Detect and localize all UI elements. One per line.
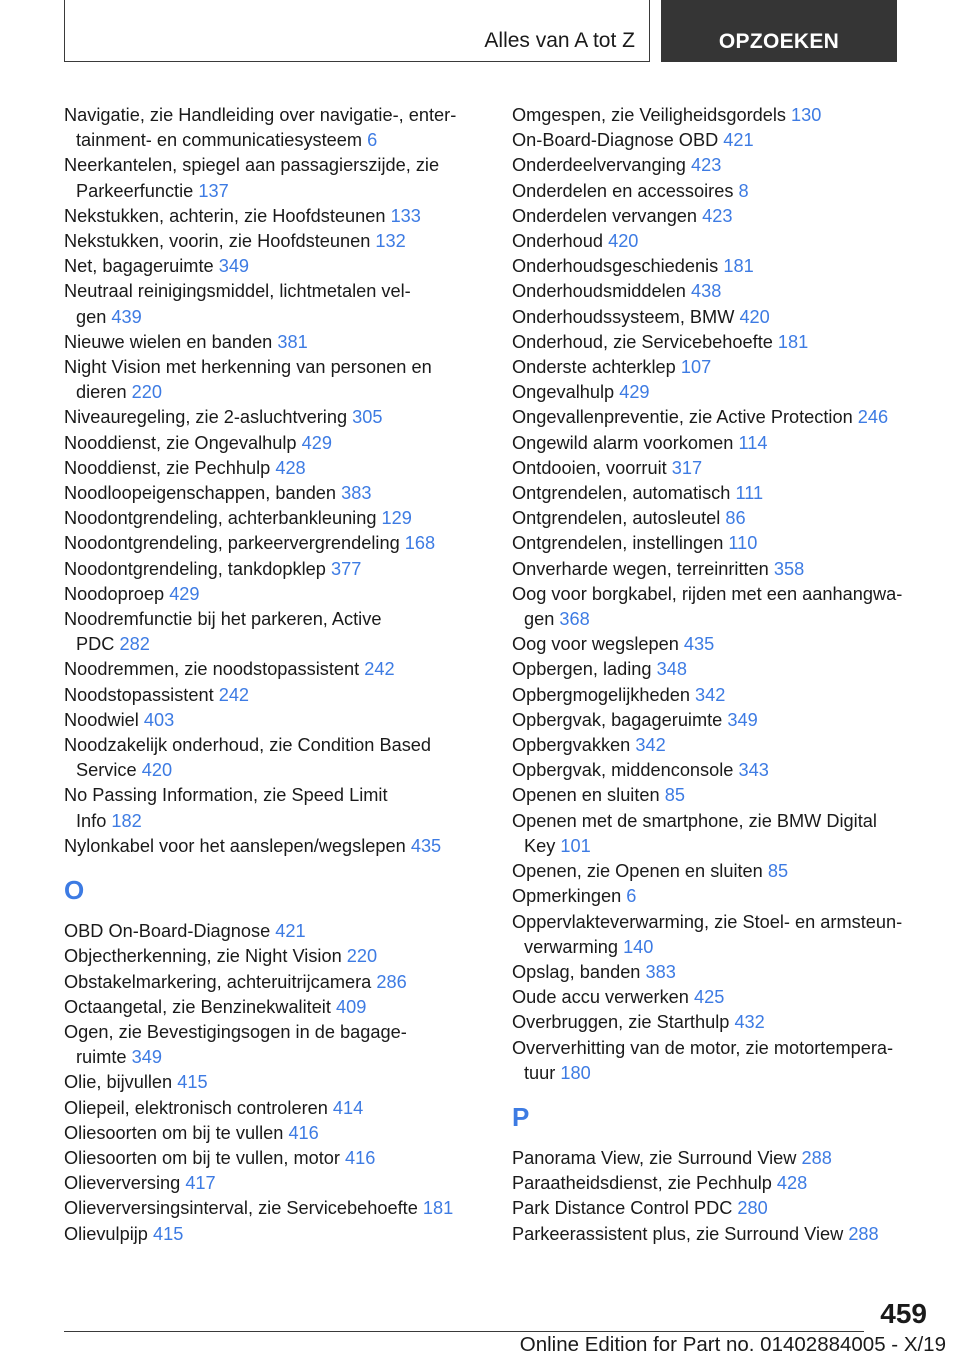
index-entry-text: Onderhoudsmiddelen [512,281,686,302]
index-entry [64,1222,492,1247]
index-entry [64,582,492,607]
index-entry-text: Onderdelen en accessoires [512,180,734,201]
page-reference-link[interactable]: 220 [131,382,162,403]
index-entry-text: Onderhoudssysteem, BMW [512,306,735,327]
index-entry [64,481,492,506]
index-entry-text: Onderdelen vervangen [512,205,698,226]
index-entry [64,506,492,531]
index-entry [64,355,492,405]
index-entry [512,783,932,808]
index-entry [64,1171,492,1196]
index-entry-text: Key [524,835,556,856]
index-entry-text: Opbergen, lading [512,659,652,680]
index-entry-text: Opmerkingen [512,886,622,907]
index-entry-text: Oppervlakteverwarming, zie Stoel- en armsteun‐ [512,911,903,932]
index-entry-text: Paraatheidsdienst, zie Pechhulp [512,1173,772,1194]
index-entry-text: Opbergvakken [512,735,631,756]
page-reference-link[interactable]: 416 [288,1122,319,1143]
index-entry [64,1121,492,1146]
page-reference-link[interactable]: 428 [776,1173,808,1194]
index-entry [512,153,932,178]
index-entry-text: Noodzakelijk onderhoud, zie Condition Based [64,735,432,756]
index-entry-text: No Passing Information, zie Speed Limit [64,785,388,806]
page-reference-link[interactable]: 415 [177,1072,208,1093]
index-entry-text: Objectherkenning, zie Night Vision [64,946,342,967]
page-reference-link[interactable]: 130 [791,105,822,125]
section-label: OPZOEKEN [718,30,840,53]
index-entry-text: Oude accu verwerken [512,987,689,1008]
index-entry [512,632,932,657]
page-reference-link[interactable]: 133 [390,205,421,226]
index-entry-text: Obstakelmarkering, achteruitrijcamera [64,971,372,992]
page-reference-link[interactable]: 129 [381,508,412,529]
page-reference-link[interactable]: 414 [332,1097,364,1118]
page-reference-link[interactable]: 429 [301,432,332,453]
header-title-tab [64,0,650,62]
index-entry [512,859,932,884]
index-entry [512,1222,932,1247]
index-entry-text: ruimte [76,1047,127,1068]
index-entry-text: Opbergmogelijkheden [512,684,690,705]
page-reference-link[interactable]: 282 [119,634,150,655]
index-entry-text: On-Board-Diagnose OBD [512,130,719,151]
index-entry [512,985,932,1010]
index-entry-text: Neerkantelen, spiegel aan passagierszijde, zie [64,155,440,176]
index-entry [512,254,932,279]
page-reference-link[interactable]: 343 [738,760,769,781]
page-reference-link[interactable]: 242 [218,684,250,705]
index-entry-text: Ontgrendelen, autosleutel [512,508,721,529]
page-reference-link[interactable]: 107 [680,357,712,378]
page-reference-link[interactable]: 305 [352,407,383,428]
index-entry [512,1171,932,1196]
index-entry [64,970,492,995]
page-reference-link[interactable]: 220 [346,946,378,967]
index-entry-text: Park Distance Control PDC [512,1198,733,1219]
header-title: Alles van A tot Z [484,29,635,52]
index-entry-text: Panorama View, zie Surround View [512,1147,797,1168]
index-entry-text: Noodontgrendeling, tankdopklep [64,558,326,579]
index-entry [64,103,492,153]
index-entry [512,305,932,330]
page-reference-link[interactable]: 137 [198,180,229,201]
index-entry [64,531,492,556]
page-reference-link[interactable]: 417 [185,1173,216,1194]
page-reference-link[interactable]: 368 [559,609,590,630]
index-entry [64,1196,492,1221]
index-entry [512,910,932,960]
index-entry [64,1070,492,1095]
index-entry [64,1020,492,1070]
index-entry-text: Onderdeelvervanging [512,155,686,176]
index-entry [512,1196,932,1221]
page-reference-link[interactable]: 114 [738,432,768,453]
page-reference-link[interactable]: 317 [671,457,703,478]
page-reference-link[interactable]: 358 [773,558,805,579]
index-entry [64,919,492,944]
page-reference-link[interactable]: 6 [626,886,637,907]
page-reference-link[interactable]: 288 [848,1223,879,1244]
page-reference-link[interactable]: 168 [404,533,436,554]
page-reference-link[interactable]: 288 [801,1147,832,1168]
index-entry-text: Info [76,810,107,831]
index-entry-text: Night Vision met herkenning van personen en [64,357,432,378]
index-entry-text: Net, bagageruimte [64,256,214,277]
page-reference-link[interactable]: 409 [335,996,367,1017]
index-entry-text: Openen, zie Openen en sluiten [512,861,763,882]
page-reference-link[interactable]: 420 [141,760,173,781]
index-entry [64,431,492,456]
index-entry-text: Opslag, banden [512,961,641,982]
index-entry [512,557,932,582]
index-entry [64,995,492,1020]
page-reference-link[interactable]: 416 [345,1147,376,1168]
index-entry [512,531,932,556]
index-entry-text: Nieuwe wielen en banden [64,331,273,352]
page-reference-link[interactable]: 429 [169,583,200,604]
footer-edition: Online Edition for Part no. 01402884005 - X/19 [519,1333,946,1356]
index-entry-text: Nylonkabel voor het aanslepen/wegslepen [64,835,406,856]
page-reference-link[interactable]: 349 [218,256,250,277]
page-reference-link[interactable]: 423 [690,155,722,176]
index-entry [64,254,492,279]
index-entry-text: Ongevallenpreventie, zie Active Protection [512,407,853,428]
page-reference-link[interactable]: 132 [375,231,406,252]
index-entry [64,657,492,682]
index-entry-text: Noodwiel [64,709,139,730]
index-entry-text: Onderste achterklep [512,357,676,378]
index-entry [512,456,932,481]
page-reference-link[interactable]: 85 [664,785,685,806]
page-reference-link[interactable]: 435 [410,835,442,856]
index-entry-text: Omgespen, zie Veiligheidsgordels [512,105,786,125]
page-reference-link[interactable]: 349 [727,709,758,730]
index-entry-text: Openen met de smartphone, zie BMW Digital [512,810,877,831]
index-entry [512,1010,932,1035]
page-reference-link[interactable]: 428 [275,457,306,478]
index-entry [512,708,932,733]
index-entry [64,1096,492,1121]
index-entry [64,733,492,783]
index-entry-text: Ontdooien, voorruit [512,457,667,478]
index-entry-text: Ogen, zie Bevestigingsogen in de bagage‐ [64,1021,407,1042]
index-entry-text: Oververhitting van de motor, zie motortempera‐ [512,1037,894,1058]
index-entry-text: tainment- en communicatiesysteem [76,130,363,151]
page-reference-link[interactable]: 383 [645,961,676,982]
index-entry-text: Oog voor borgkabel, rijden met een aanhangwa‐ [512,583,903,604]
index-column-left [64,103,492,1247]
index-entry-text: Opbergvak, bagageruimte [512,709,723,730]
page-reference-link[interactable]: 111 [735,483,764,504]
index-entry-text: Oliesoorten om bij te vullen [64,1122,284,1143]
index-letter-heading: O [64,875,85,906]
index-entry [512,657,932,682]
index-entry-text: Oog voor wegslepen [512,634,679,655]
page-reference-link[interactable]: 420 [739,306,770,327]
index-entry-text: Oliesoorten om bij te vullen, motor [64,1147,340,1168]
page-reference-link[interactable]: 6 [367,130,378,151]
index-entry-text: Noodremfunctie bij het parkeren, Active [64,609,382,630]
index-entry [64,944,492,969]
page-reference-link[interactable]: 349 [131,1047,162,1068]
page-reference-link[interactable]: 429 [619,382,650,403]
page-reference-link[interactable]: 423 [702,205,733,226]
index-entry [512,733,932,758]
index-entry-text: Olievulpijp [64,1223,148,1244]
page-reference-link[interactable]: 86 [725,508,746,529]
page-reference-link[interactable]: 342 [695,684,726,705]
index-entry-text: Noodstopassistent [64,684,214,705]
index-entry-text: Noodremmen, zie noodstopassistent [64,659,360,680]
page-reference-link[interactable]: 110 [728,533,758,554]
index-entry-text: Ontgrendelen, automatisch [512,483,731,504]
index-entry-text: gen [76,306,107,327]
index-entry-text: Neutraal reinigingsmiddel, lichtmetalen vel‐ [64,281,411,302]
index-entry [512,179,932,204]
page-reference-link[interactable]: 181 [777,331,809,352]
page-reference-link[interactable]: 421 [275,921,306,942]
index-entry-text: Onderhoud [512,231,604,252]
page-reference-link[interactable]: 286 [376,971,407,992]
index-entry [512,1146,932,1171]
index-entry-text: Olie, bijvullen [64,1072,173,1093]
page-reference-link[interactable]: 435 [683,634,715,655]
index-entry [512,355,932,380]
page-reference-link[interactable]: 415 [152,1223,184,1244]
page-reference-link[interactable]: 280 [737,1198,768,1219]
index-entry-text: Ongewild alarm voorkomen [512,432,734,453]
page-reference-link[interactable]: 377 [330,558,362,579]
page-reference-link[interactable]: 85 [767,861,789,882]
page-reference-link[interactable]: 421 [723,130,754,151]
index-entry [512,279,932,304]
index-entry [512,204,932,229]
index-entry [512,809,932,859]
index-entry-text: Openen en sluiten [512,785,660,806]
index-entry-text: Onverharde wegen, terreinritten [512,558,769,579]
index-entry [512,683,932,708]
page-reference-link[interactable]: 403 [143,709,175,730]
index-entry-text: Noodontgrendeling, achterbankleuning [64,508,377,529]
page-reference-link[interactable]: 342 [635,735,666,756]
index-letter-heading: P [512,1101,530,1132]
page-reference-link[interactable]: 420 [608,231,639,252]
index-entry [512,481,932,506]
page-reference-link[interactable]: 383 [341,483,372,504]
index-entry-text: Octaangetal, zie Benzinekwaliteit [64,996,331,1017]
index-entry-text: Niveauregeling, zie 2-asluchtvering [64,407,348,428]
page-reference-link[interactable]: 348 [656,659,687,680]
index-entry [64,607,492,657]
page-reference-link[interactable]: 140 [623,936,654,957]
index-entry-text: Nooddienst, zie Ongevalhulp [64,432,297,453]
index-entry-text: Nekstukken, voorin, zie Hoofdsteunen [64,231,371,252]
page-reference-link[interactable]: 381 [277,331,308,352]
index-entry-text: Noodontgrendeling, parkeervergrendeling [64,533,400,554]
index-entry [64,229,492,254]
index-entry-text: Ongevalhulp [512,382,615,403]
index-entry [512,506,932,531]
index-entry [512,229,932,254]
index-entry-text: Oliepeil, elektronisch controleren [64,1097,328,1118]
index-entry-text: Parkeerfunctie [76,180,194,201]
index-entry [64,279,492,329]
index-entry [512,758,932,783]
index-entry-text: Navigatie, zie Handleiding over navigatie-, enter‐ [64,105,457,125]
index-entry-text: Nekstukken, achterin, zie Hoofdsteunen [64,205,386,226]
index-entry-text: Olieverversingsinterval, zie Servicebehoefte [64,1198,418,1219]
index-entry [512,380,932,405]
index-entry [64,204,492,229]
index-entry [512,330,932,355]
index-entry [64,683,492,708]
index-entry-text: Noodloopeigenschappen, banden [64,483,337,504]
page-reference-link[interactable]: 439 [111,306,142,327]
index-entry [64,783,492,833]
index-entry-text: Noodoproep [64,583,165,604]
index-entry-text: Onderhoudsgeschiedenis [512,256,719,277]
index-entry-text: Olieverversing [64,1173,181,1194]
index-entry [512,884,932,909]
index-entry-text: verwarming [524,936,618,957]
index-entry-text: Opbergvak, middenconsole [512,760,734,781]
index-entry-text: Service [76,760,137,781]
index-entry-text: Parkeerassistent plus, zie Surround View [512,1223,844,1244]
index-entry [64,1146,492,1171]
index-entry [512,960,932,985]
index-entry [512,1036,932,1086]
index-entry [512,128,932,153]
index-entry-text: Onderhoud, zie Servicebehoefte [512,331,773,352]
page-reference-link[interactable]: 8 [738,180,749,201]
index-entry-text: OBD On-Board-Diagnose [64,921,271,942]
index-entry [64,330,492,355]
index-entry [512,431,932,456]
index-entry [64,708,492,733]
page-number: 459 [880,1298,927,1329]
page-reference-link[interactable]: 432 [734,1012,765,1033]
index-entry-text: Nooddienst, zie Pechhulp [64,457,271,478]
index-entry [64,834,492,859]
index-entry [64,456,492,481]
page-reference-link[interactable]: 181 [723,256,754,277]
page-reference-link[interactable]: 242 [364,659,395,680]
index-entry [64,405,492,430]
page-reference-link[interactable]: 180 [560,1062,591,1083]
index-entry-text: Overbruggen, zie Starthulp [512,1012,730,1033]
index-entry [512,103,932,128]
page-reference-link[interactable]: 182 [111,810,142,831]
page-reference-link[interactable]: 101 [560,835,591,856]
index-entry-text: tuur [524,1062,556,1083]
index-column-right [512,103,932,1247]
page-reference-link[interactable]: 425 [693,987,725,1008]
page-reference-link[interactable]: 181 [422,1198,454,1219]
footer-divider [64,1331,864,1332]
section-tab-opzoeken[interactable] [661,0,897,62]
index-entry-text: gen [524,609,555,630]
index-entry-text: dieren [76,382,127,403]
index-entry [64,153,492,203]
index-entry [512,582,932,632]
index-entry [512,405,932,430]
page-reference-link[interactable]: 246 [857,407,889,428]
index-entry-text: Ontgrendelen, instellingen [512,533,724,554]
index-entry-text: PDC [76,634,115,655]
page-reference-link[interactable]: 438 [690,281,722,302]
index-entry [64,557,492,582]
